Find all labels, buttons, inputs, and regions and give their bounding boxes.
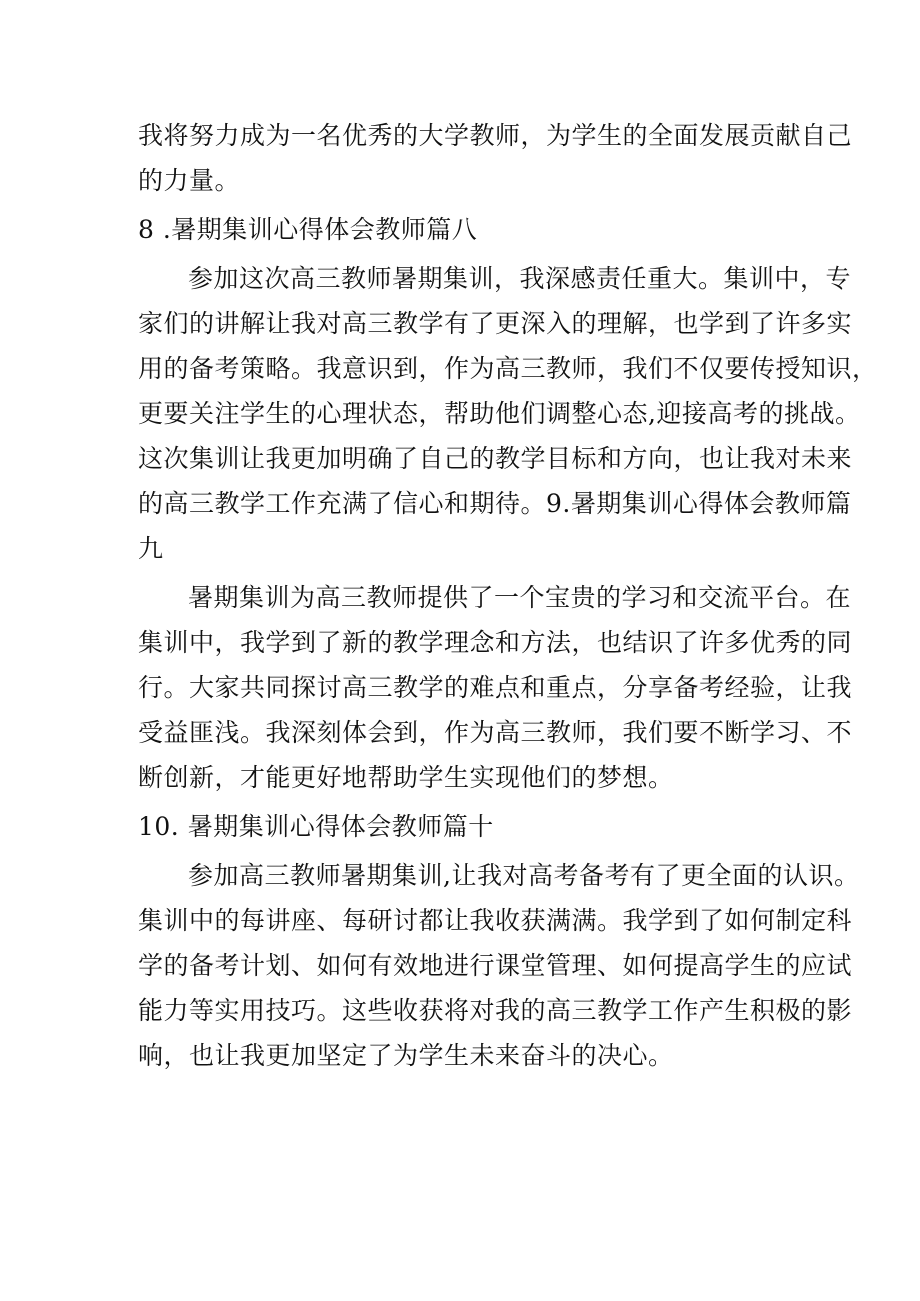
paragraph-line: 能力等实用技巧。这些收获将对我的高三教学工作产生积极的影 <box>138 996 853 1025</box>
paragraph-line: 集训中的每讲座、每研讨都让我收获满满。我学到了如何制定科 <box>138 906 853 935</box>
section-8-paragraph <box>138 256 878 571</box>
paragraph-line: 这次集训让我更加明确了自己的教学目标和方向，也让我对未来 <box>138 444 853 473</box>
paragraph-line: 九 <box>138 534 164 563</box>
paragraph-line: 集训中，我学到了新的教学理念和方法，也结识了许多优秀的同 <box>138 628 853 657</box>
paragraph-line: 我将努力成为一名优秀的大学教师，为学生的全面发展贡献自己 <box>138 121 853 150</box>
paragraph-line: 受益匪浅。我深刻体会到，作为高三教师，我们要不断学习、不 <box>138 718 853 747</box>
section-10-paragraph <box>138 853 860 1078</box>
section-heading-8: 8 .暑期集训心得体会教师篇八 <box>138 215 478 244</box>
document-body <box>138 113 878 1078</box>
intro-paragraph <box>138 113 853 203</box>
paragraph-line: 参加这次高三教师暑期集训，我深感责任重大。集训中，专 <box>188 264 852 293</box>
paragraph-line: 行。大家共同探讨高三教学的难点和重点，分享备考经验，让我 <box>138 673 853 702</box>
paragraph-line: 暑期集训为高三教师提供了一个宝贵的学习和交流平台。在 <box>188 583 852 612</box>
paragraph-line: 参加高三教师暑期集训,让我对高考备考有了更全面的认识。 <box>188 861 860 890</box>
paragraph-line: 用的备考策略。我意识到，作为高三教师，我们不仅要传授知识， <box>138 354 878 383</box>
paragraph-line: 响，也让我更加坚定了为学生未来奋斗的决心。 <box>138 1041 674 1070</box>
paragraph-line: 学的备考计划、如何有效地进行课堂管理、如何提高学生的应试 <box>138 951 853 980</box>
paragraph-line: 家们的讲解让我对高三教学有了更深入的理解，也学到了许多实 <box>138 309 853 338</box>
paragraph-line: 更要关注学生的心理状态，帮助他们调整心态,迎接高考的挑战。 <box>138 399 861 428</box>
paragraph-line: 的高三教学工作充满了信心和期待。9.暑期集训心得体会教师篇 <box>138 489 852 518</box>
section-9-paragraph <box>138 575 853 800</box>
paragraph-line: 的力量。 <box>138 166 241 195</box>
paragraph-line: 断创新，才能更好地帮助学生实现他们的梦想。 <box>138 763 674 792</box>
section-heading-10: 10. 暑期集训心得体会教师篇十 <box>138 812 494 841</box>
